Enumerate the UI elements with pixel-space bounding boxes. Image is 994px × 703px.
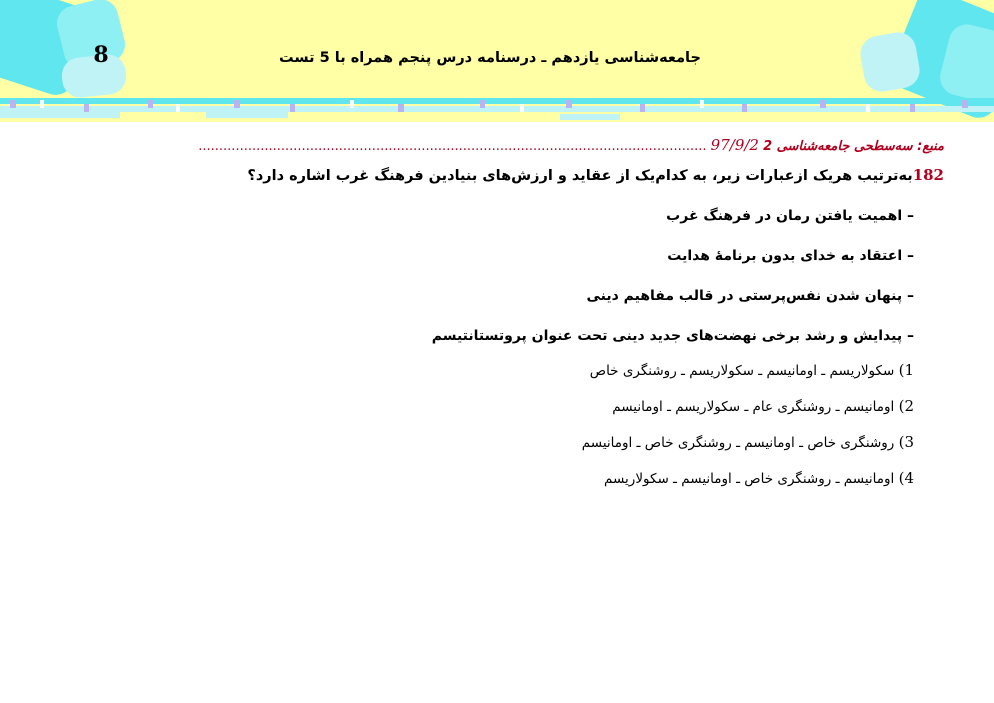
stripe-mark xyxy=(866,104,870,112)
source-dots: ........................................................................................................................... xyxy=(198,139,707,154)
stripe-mark xyxy=(700,100,704,108)
stripe-mark xyxy=(742,104,747,112)
statement-list xyxy=(54,206,914,366)
page-content xyxy=(0,122,994,703)
stripe-mark xyxy=(10,100,16,108)
option-number: 2) xyxy=(898,397,914,415)
stripe-mark xyxy=(398,104,404,112)
stripe-mark xyxy=(480,100,485,108)
answer-option-4[interactable] xyxy=(54,468,914,504)
stripe-mark xyxy=(350,100,354,108)
option-text: اومانیسم ـ روشنگری خاص ـ اومانیسم ـ سکولاریسم xyxy=(604,471,895,487)
question-text: به‌ترتیب هریک ازعبارات زیر، به کدام‌یک از عقاید و ارزش‌های بنیادین فرهنگ غرب اشاره دارد؟ xyxy=(247,168,913,184)
source-line xyxy=(44,136,944,154)
statement-item: – اعتقاد به خدای بدون برنامهٔ هدایت xyxy=(667,248,914,264)
option-number: 4) xyxy=(898,469,914,487)
statement-item: – پنهان شدن نفس‌پرستی در قالب مفاهیم دینی xyxy=(586,288,914,304)
question-stem xyxy=(44,166,944,184)
option-text: روشنگری خاص ـ اومانیسم ـ روشنگری خاص ـ اومانیسم xyxy=(581,435,895,451)
stripe-segment xyxy=(560,114,620,120)
question-number: 182 xyxy=(912,166,944,184)
stripe-mark xyxy=(910,104,915,112)
source-label: منبع: سه‌سطحی جامعه‌شناسی 2 xyxy=(763,139,944,154)
stripe-mark xyxy=(520,104,524,112)
answer-option-1[interactable] xyxy=(54,360,914,396)
stripe-segment xyxy=(206,112,288,118)
statement-item: – اهمیت یافتن رمان در فرهنگ غرب xyxy=(666,208,914,224)
stripe-mark xyxy=(566,100,572,108)
option-number: 3) xyxy=(898,433,914,451)
document-title: جامعه‌شناسی یازدهم ـ درسنامه درس پنجم همراه با 5 تست xyxy=(279,50,701,66)
statement-item: – پیدایش و رشد برخی نهضت‌های جدید دینی تحت عنوان پروتستانتیسم xyxy=(431,328,914,344)
stripe-mark xyxy=(234,100,240,108)
stripe-mark xyxy=(148,100,153,108)
stripe-segment xyxy=(0,112,120,118)
page-header xyxy=(0,0,994,122)
answer-option-2[interactable] xyxy=(54,396,914,432)
stripe-mark xyxy=(820,100,826,108)
option-text: سکولاریسم ـ اومانیسم ـ سکولاریسم ـ روشنگری خاص xyxy=(589,363,895,379)
answer-options xyxy=(54,360,914,504)
source-code: 97/9/2 xyxy=(710,136,759,154)
stripe-mark xyxy=(962,100,968,108)
option-text: اومانیسم ـ روشنگری عام ـ سکولاریسم ـ اومانیسم xyxy=(612,399,895,415)
stripe-mark xyxy=(84,104,89,112)
stripe-mark xyxy=(176,104,180,112)
answer-option-3[interactable] xyxy=(54,432,914,468)
option-number: 1) xyxy=(898,361,914,379)
stripe-mark xyxy=(640,104,645,112)
page-number: 8 xyxy=(93,42,109,68)
stripe-mark xyxy=(290,104,295,112)
stripe-mark xyxy=(40,100,44,108)
